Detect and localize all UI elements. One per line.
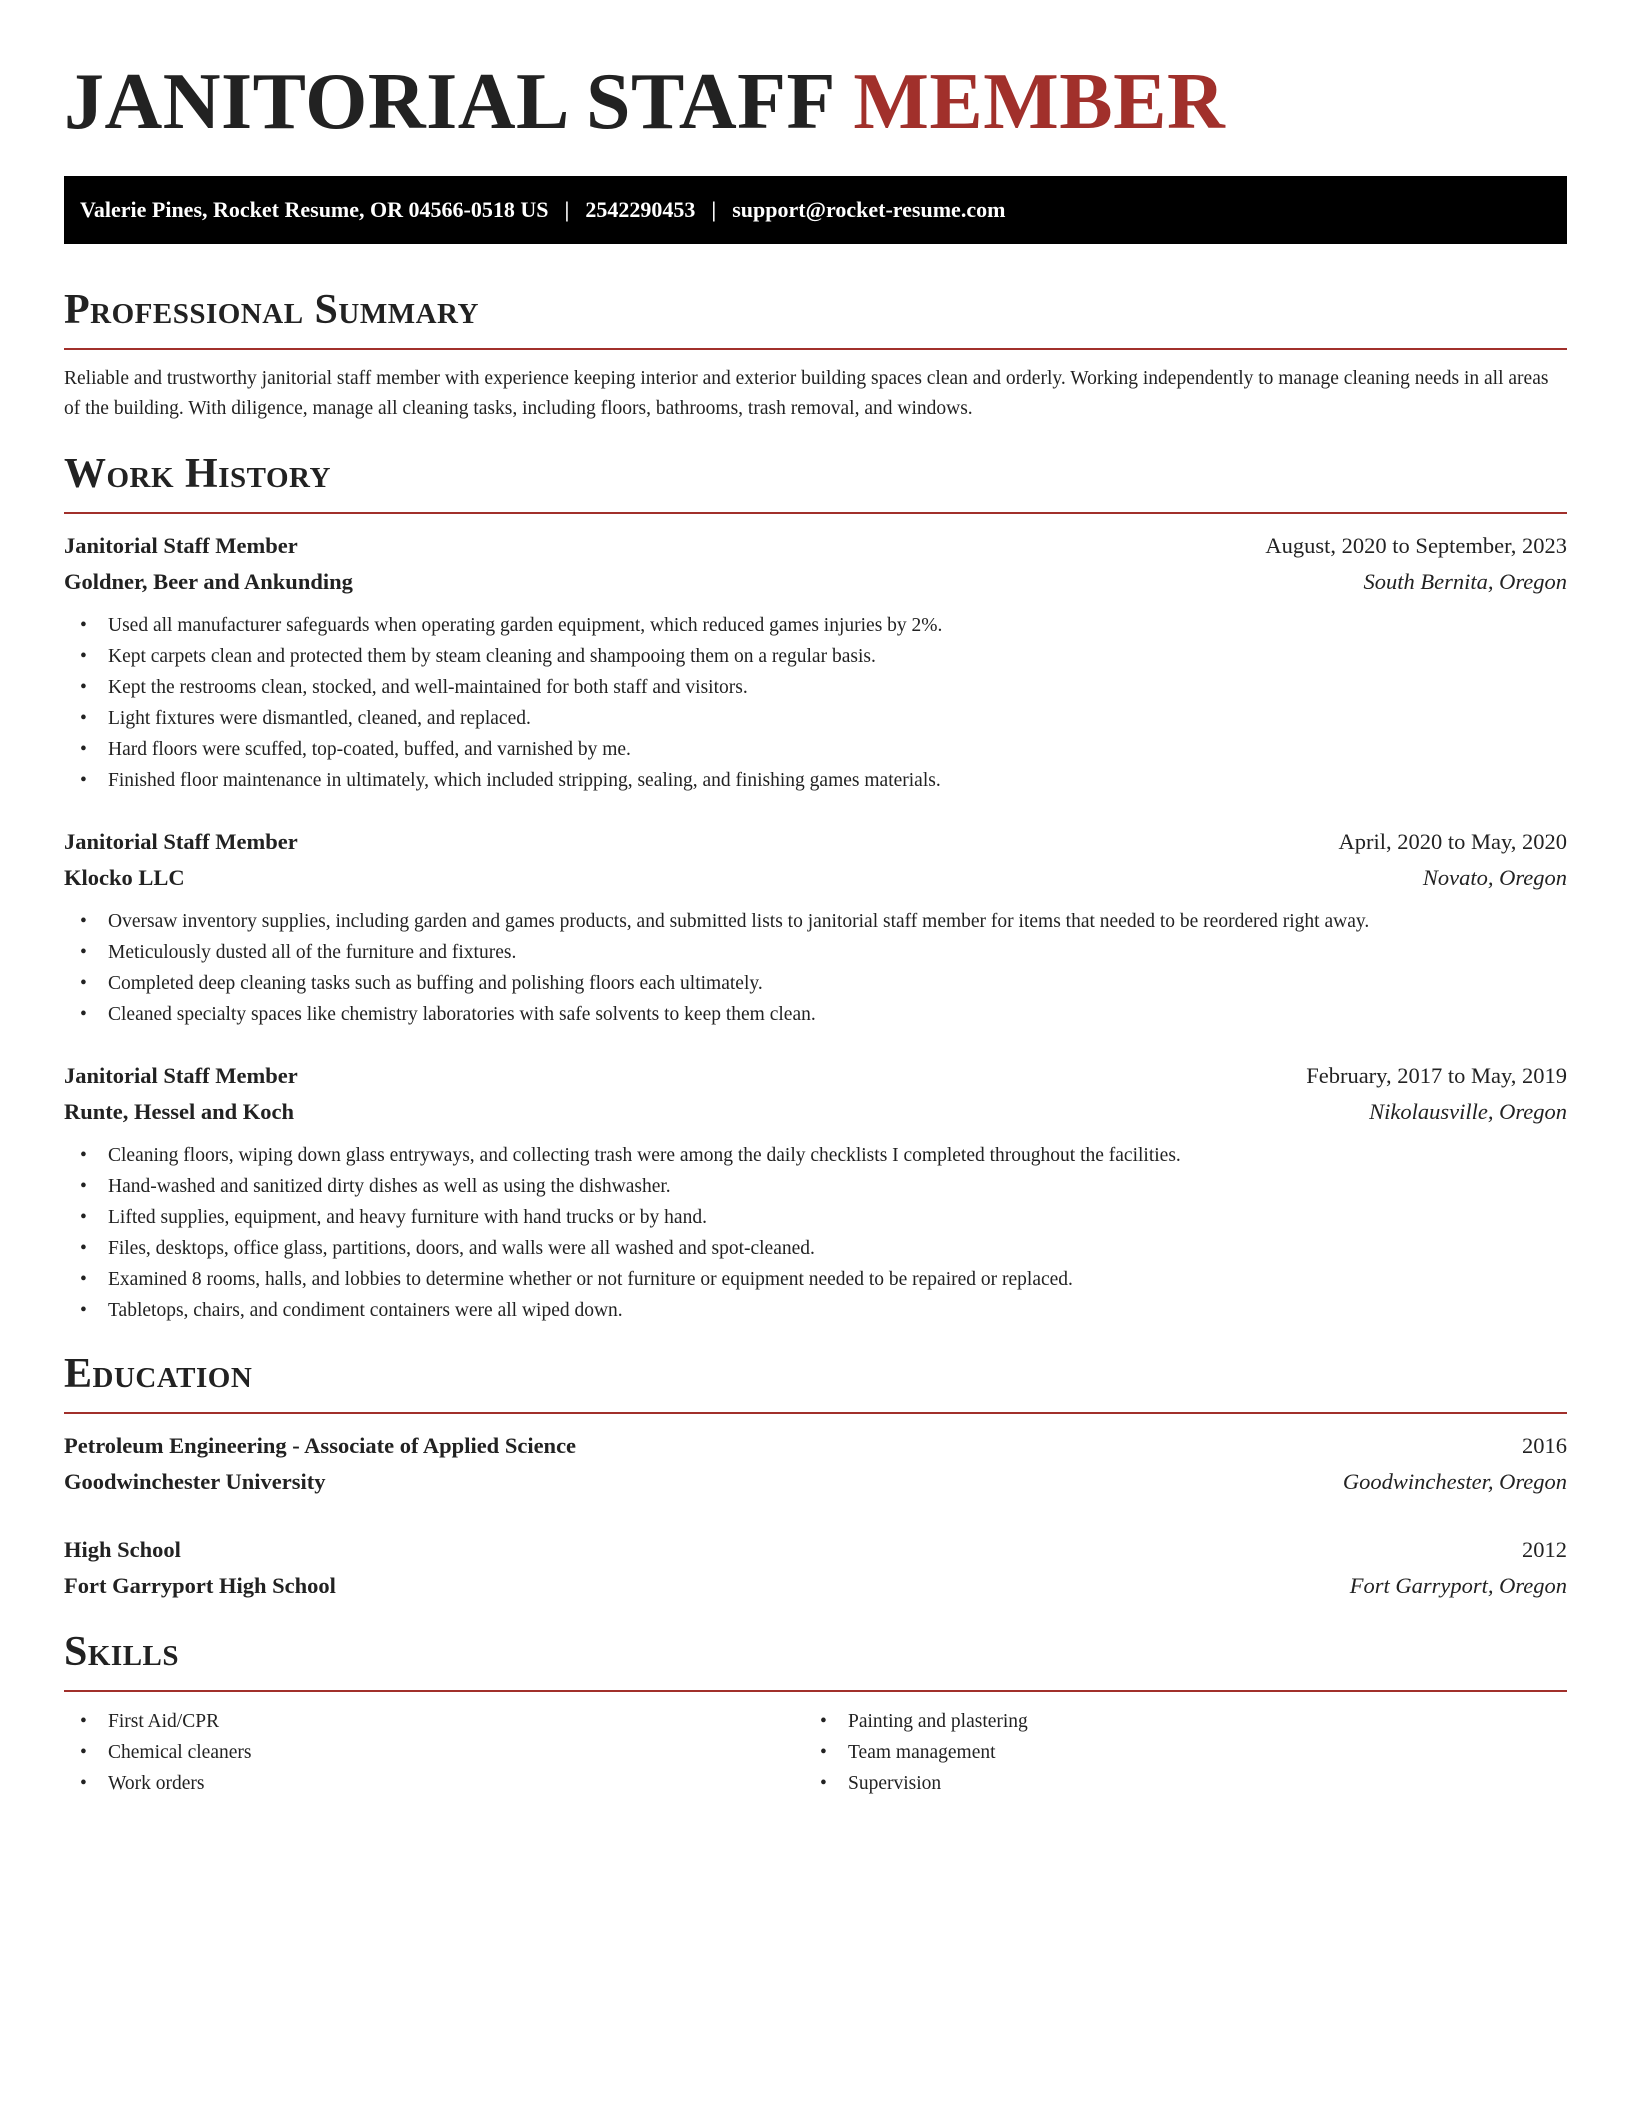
skill-item: • Team management <box>804 1737 1544 1768</box>
job-dates: August, 2020 to September, 2023 <box>1265 533 1567 558</box>
job-bullet-list <box>64 1140 1567 1326</box>
section-heading-education: Education <box>64 1351 253 1397</box>
job-bullet: • Meticulously dusted all of the furniture and fixtures. <box>64 937 1567 968</box>
job-company: Goldner, Beer and Ankunding <box>64 569 353 594</box>
contact-separator: | <box>711 197 717 222</box>
job-entry <box>64 1058 1567 1326</box>
job-bullet: • Lifted supplies, equipment, and heavy furniture with hand trucks or by hand. <box>64 1202 1567 1233</box>
skill-item: • Chemical cleaners <box>64 1737 804 1768</box>
job-header-row <box>64 824 1567 860</box>
job-title: Janitorial Staff Member <box>64 829 298 854</box>
summary-text: Reliable and trustworthy janitorial staff member with experience keeping interior and exterior building spaces clean and orderly. Working independently to manage cleaning needs in all areas of the building. With diligence, manage all cleaning tasks, including floors, bathrooms, trash removal, and windows. <box>64 368 1549 419</box>
job-location: South Bernita, Oregon <box>1363 569 1567 594</box>
job-bullet-list <box>64 610 1567 796</box>
education-school-row <box>64 1568 1567 1604</box>
contact-separator: | <box>564 197 570 222</box>
education-entry <box>64 1428 1567 1500</box>
section-heading-work-history: Work History <box>64 451 331 497</box>
section-heading-summary: Professional Summary <box>64 287 479 333</box>
job-bullet: • Files, desktops, office glass, partitions, doors, and walls were all washed and spot-cleaned. <box>64 1233 1567 1264</box>
skills-section <box>64 1628 1567 1799</box>
skills-list-right <box>804 1706 1544 1799</box>
job-bullet: • Kept carpets clean and protected them by steam cleaning and shampooing them on a regular basis. <box>64 641 1567 672</box>
job-bullet: • Hand-washed and sanitized dirty dishes as well as using the dishwasher. <box>64 1171 1567 1202</box>
job-company: Klocko LLC <box>64 865 185 890</box>
education-location: Fort Garryport, Oregon <box>1349 1573 1567 1598</box>
contact-email[interactable]: support@rocket-resume.com <box>732 197 1006 222</box>
education-school-row <box>64 1464 1567 1500</box>
section-divider <box>64 512 1567 514</box>
summary-section <box>64 286 1567 424</box>
education-section <box>64 1350 1567 1604</box>
education-school: Goodwinchester University <box>64 1469 326 1494</box>
job-bullet-list <box>64 906 1567 1030</box>
education-header-row <box>64 1532 1567 1568</box>
education-degree: High School <box>64 1537 181 1562</box>
job-bullet: • Completed deep cleaning tasks such as buffing and polishing floors each ultimately. <box>64 968 1567 999</box>
job-bullet: • Examined 8 rooms, halls, and lobbies to determine whether or not furniture or equipment needed to be repaired or replaced. <box>64 1264 1567 1295</box>
job-dates: February, 2017 to May, 2019 <box>1306 1063 1567 1088</box>
job-bullet: • Cleaning floors, wiping down glass entryways, and collecting trash were among the daily checklists I completed throughout the facilities. <box>64 1140 1567 1171</box>
job-header-row <box>64 528 1567 564</box>
job-bullet: • Hard floors were scuffed, top-coated, buffed, and varnished by me. <box>64 734 1567 765</box>
job-company: Runte, Hessel and Koch <box>64 1099 295 1124</box>
work-history-section <box>64 450 1567 1326</box>
job-bullet: • Finished floor maintenance in ultimately, which included stripping, sealing, and finishing games materials. <box>64 765 1567 796</box>
skills-grid <box>64 1706 1567 1799</box>
contact-bar <box>64 176 1567 244</box>
education-year: 2012 <box>1522 1537 1567 1562</box>
contact-phone[interactable]: 2542290453 <box>585 197 696 222</box>
job-company-row <box>64 860 1567 896</box>
title-main: JANITORIAL STAFF <box>64 58 833 146</box>
contact-address: Valerie Pines, Rocket Resume, OR 04566-0518 US <box>80 197 549 222</box>
job-header-row <box>64 1058 1567 1094</box>
job-company-row <box>64 564 1567 600</box>
education-school: Fort Garryport High School <box>64 1573 336 1598</box>
education-header-row <box>64 1428 1567 1464</box>
skill-item: • Supervision <box>804 1768 1544 1799</box>
skill-item: • First Aid/CPR <box>64 1706 804 1737</box>
skills-list-left <box>64 1706 804 1799</box>
section-divider <box>64 1412 1567 1414</box>
job-bullet: • Tabletops, chairs, and condiment containers were all wiped down. <box>64 1295 1567 1326</box>
job-bullet: • Kept the restrooms clean, stocked, and well-maintained for both staff and visitors. <box>64 672 1567 703</box>
job-title: Janitorial Staff Member <box>64 1063 298 1088</box>
job-company-row <box>64 1094 1567 1130</box>
job-dates: April, 2020 to May, 2020 <box>1338 829 1567 854</box>
job-location: Novato, Oregon <box>1422 865 1567 890</box>
job-title: Janitorial Staff Member <box>64 533 298 558</box>
job-bullet: • Used all manufacturer safeguards when operating garden equipment, which reduced games injuries by 2%. <box>64 610 1567 641</box>
skill-item: • Painting and plastering <box>804 1706 1544 1737</box>
section-divider <box>64 1690 1567 1692</box>
title-accent: MEMBER <box>853 58 1226 146</box>
skill-item: • Work orders <box>64 1768 804 1799</box>
section-divider <box>64 348 1567 350</box>
education-entry <box>64 1532 1567 1604</box>
resume-title <box>64 0 1567 146</box>
job-entry <box>64 824 1567 1030</box>
section-heading-skills: Skills <box>64 1629 180 1675</box>
education-year: 2016 <box>1522 1433 1567 1458</box>
job-bullet: • Oversaw inventory supplies, including garden and games products, and submitted lists to janitorial staff member for items that needed to be reordered right away. <box>64 906 1567 937</box>
resume-page <box>64 0 1567 1799</box>
job-location: Nikolausville, Oregon <box>1369 1099 1567 1124</box>
job-bullet: • Cleaned specialty spaces like chemistry laboratories with safe solvents to keep them clean. <box>64 999 1567 1030</box>
job-bullet: • Light fixtures were dismantled, cleaned, and replaced. <box>64 703 1567 734</box>
job-entry <box>64 528 1567 796</box>
education-location: Goodwinchester, Oregon <box>1342 1469 1567 1494</box>
education-degree: Petroleum Engineering - Associate of Applied Science <box>64 1433 577 1458</box>
